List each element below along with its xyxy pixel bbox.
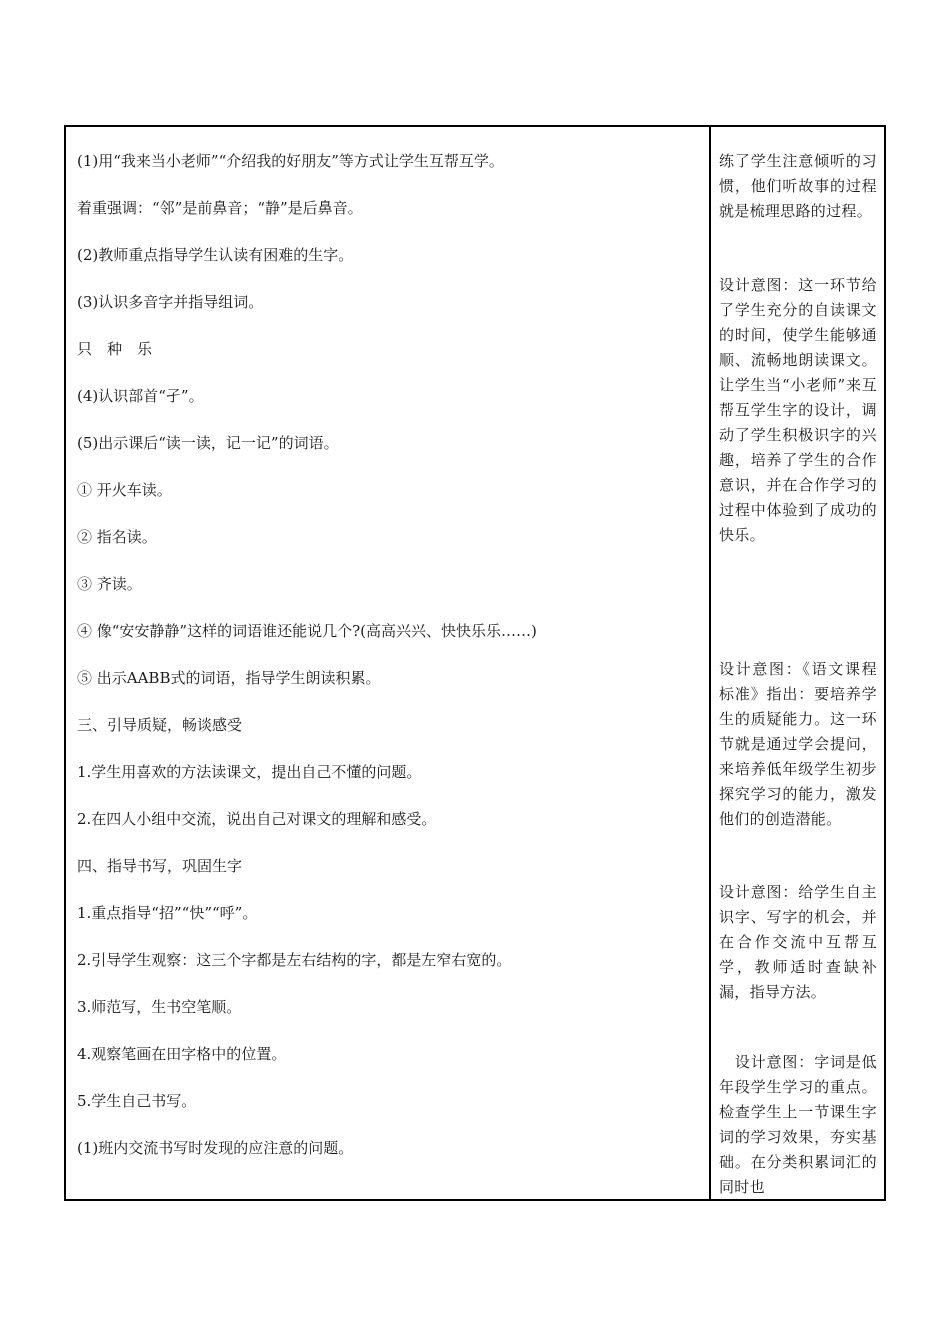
- main-line: ④ 像“安安静静”这样的词语谁还能说几个?(高高兴兴、快快乐乐……): [77, 622, 537, 640]
- section-heading: 四、指导书写，巩固生字: [77, 857, 243, 875]
- design-note: 设计意图：这一环节给了学生充分的自读课文的时间，使学生能够通顺、流畅地朗读课文。让学生当“小老师”来互帮互学生字的设计，调动了学生积极识字的兴趣，培养了学生的合作意识，并在合作学习的过程中体验到了成功的快乐。: [719, 276, 877, 544]
- main-line: ⑤ 出示AABB式的词语，指导学生朗读积累。: [77, 669, 381, 687]
- design-note: 设计意图：《语文课程标准》指出：要培养学生的质疑能力。这一环节就是通过学会提问，来培养低年级学生初步探究学习的能力，激发他们的创造潜能。: [719, 660, 877, 828]
- main-line: ③ 齐读。: [77, 575, 142, 593]
- section-heading: 三、引导质疑，畅谈感受: [77, 716, 243, 734]
- design-note: 设计意图：给学生自主识字、写字的机会，并在合作交流中互帮互学，教师适时查缺补漏，指导方法。: [719, 883, 877, 1001]
- main-line: 1.重点指导“招”“快”“呼”。: [77, 904, 258, 922]
- main-line: ① 开火车读。: [77, 481, 172, 499]
- main-line: (3)认识多音字并指导组词。: [77, 293, 264, 311]
- main-line: ② 指名读。: [77, 528, 157, 546]
- main-line: (1)用“我来当小老师”“介绍我的好朋友”等方式让学生互帮互学。: [77, 152, 504, 170]
- main-line: 2.在四人小组中交流，说出自己对课文的理解和感受。: [77, 810, 437, 828]
- main-line: 只 种 乐: [77, 340, 153, 358]
- teaching-process-column: [66, 127, 711, 1199]
- design-note: 练了学生注意倾听的习惯，他们听故事的过程就是梳理思路的过程。: [719, 152, 877, 220]
- main-line: (2)教师重点指导学生认读有困难的生字。: [77, 246, 354, 264]
- main-line: 4.观察笔画在田字格中的位置。: [77, 1045, 287, 1063]
- main-line: 2.引导学生观察：这三个字都是左右结构的字，都是左窄右宽的。: [77, 951, 512, 969]
- main-line: (4)认识部首“孑”。: [77, 387, 204, 405]
- main-line: 着重强调：“邻”是前鼻音；“静”是后鼻音。: [77, 199, 363, 217]
- design-intent-column: [711, 127, 884, 1199]
- main-line: 5.学生自己书写。: [77, 1092, 197, 1110]
- lesson-plan-table: [64, 125, 886, 1201]
- main-line: (1)班内交流书写时发现的应注意的问题。: [77, 1139, 354, 1157]
- design-note: 设计意图：字词是低年段学生学习的重点。检查学生上一节课生字词的学习效果，夯实基础。在分类积累词汇的同时也: [719, 1053, 877, 1196]
- main-line: 1.学生用喜欢的方法读课文，提出自己不懂的问题。: [77, 763, 422, 781]
- main-line: (5)出示课后“读一读，记一记”的词语。: [77, 434, 339, 452]
- main-line: 3.师范写，生书空笔顺。: [77, 998, 242, 1016]
